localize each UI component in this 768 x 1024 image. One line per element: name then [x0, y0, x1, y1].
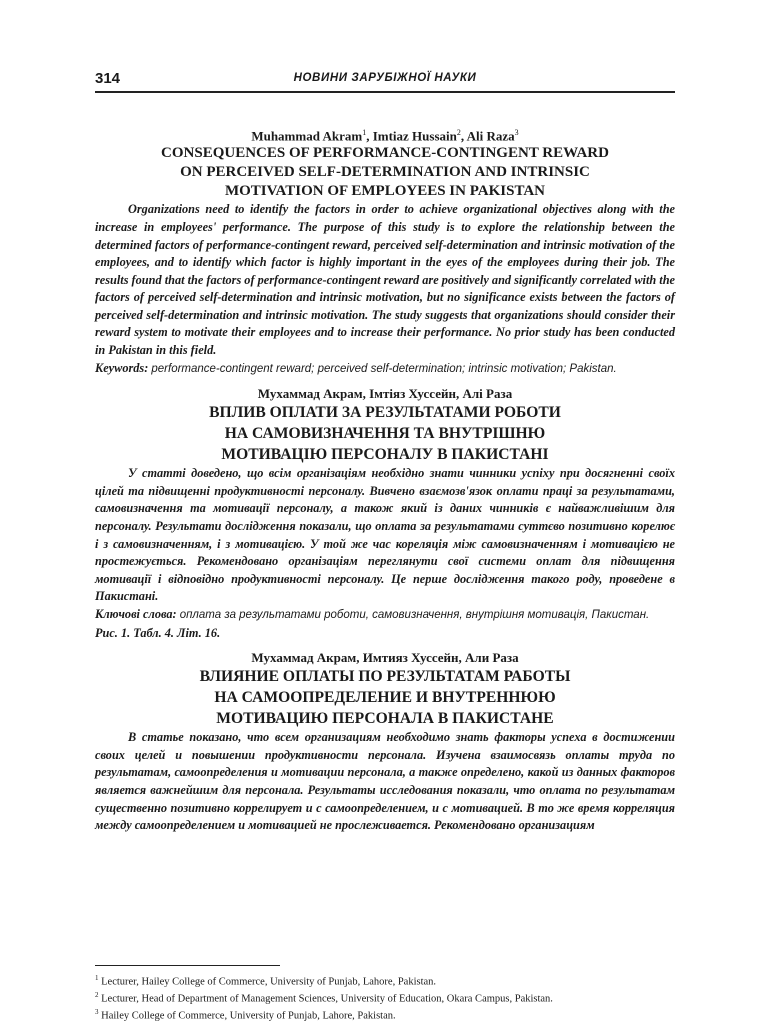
authors-russian: Мухаммад Акрам, Имтияз Хуссейн, Али Раза [251, 650, 519, 666]
footnote [95, 972, 675, 989]
title-english [95, 144, 675, 201]
footnote [95, 1006, 675, 1023]
title-line: ВПЛИВ ОПЛАТИ ЗА РЕЗУЛЬТАТАМИ РОБОТИ [209, 404, 561, 422]
title-russian [95, 666, 675, 729]
header-rule [95, 91, 675, 93]
footnote-mark: 2 [95, 991, 99, 999]
footnote [95, 989, 675, 1006]
footnotes [95, 972, 675, 1023]
title-line: CONSEQUENCES OF PERFORMANCE-CONTINGENT REWARD [161, 145, 609, 162]
author-name: Imtiaz Hussain [372, 128, 457, 144]
footnote-mark: 1 [95, 974, 99, 982]
author-name: Ali Raza [466, 128, 515, 144]
keywords-label: Keywords: [95, 360, 149, 375]
title-line: MOTIVATION OF EMPLOYEES IN PAKISTAN [224, 183, 546, 200]
authors-english: Muhammad Akram$^1$, Imtiaz Hussain$^2$, Ali Raza$^3$ [251, 128, 519, 144]
keywords-terms: performance-contingent reward; perceived self-determination; intrinsic motivation; Pakistan. [151, 362, 617, 375]
article-content [95, 124, 675, 835]
author-footnote-mark: 3 [514, 128, 519, 137]
title-line: МОТИВАЦІЮ ПЕРСОНАЛУ В ПАКИСТАНІ [221, 446, 549, 464]
journal-title: НОВИНИ ЗАРУБІЖНОЇ НАУКИ [293, 72, 477, 84]
keywords-label: Ключові слова: [95, 607, 177, 622]
footnote-text: Lecturer, Head of Department of Management Sciences, University of Education, Okara Campus, Pakistan. [101, 993, 553, 1005]
title-ukrainian [95, 402, 675, 465]
title-line: ON PERCEIVED SELF-DETERMINATION AND INTRINSIC [180, 164, 590, 181]
title-line: ВЛИЯНИЕ ОПЛАТЫ ПО РЕЗУЛЬТАТАМ РАБОТЫ [199, 668, 571, 686]
keywords-english [95, 360, 675, 379]
footnote-rule [95, 965, 280, 966]
title-line: МОТИВАЦИЮ ПЕРСОНАЛА В ПАКИСТАНЕ [216, 710, 554, 728]
figure-table-reference-count: Рис. 1. Табл. 4. Літ. 16. [95, 625, 221, 640]
author-footnote-mark: 1 [362, 128, 367, 137]
title-line: НА САМОВИЗНАЧЕННЯ ТА ВНУТРІШНЮ [224, 425, 546, 443]
author-footnote-mark: 2 [456, 128, 461, 137]
abstract-ukrainian: У статті доведено, що всім організаціям необхідно знати чинники успіху при досягненні своїх цілей та підвищенні продуктивності персоналу. Вивчено взаємозв'язок оплати праці за результатами, самовизначення та мотивації персоналу, а також який із даних чинників є найважливішим для персоналу. Результати дослідження показали, що оплата за результатами суттєво позитивно корелює і з самовизначенням, і з мотивацією. У той же час кореляція між самовизначенням і мотивацією не простежується. Рекомендовано організаціям переглянути свої системи оплат для підвищення мотивації і відповідно продуктивності персоналу. Це перше дослідження такого роду, проведене в Пакистані. [95, 466, 675, 604]
page-number: 314 [95, 70, 121, 87]
footnote-mark: 3 [95, 1008, 99, 1016]
abstract-russian: В статье показано, что всем организациям необходимо знать факторы успеха в достижении своих целей и повышении продуктивности персонала. Изучена взаимосвязь оплаты труда по результатам, самоопределения и мотивации персонала, а также определено, какой из данных факторов является важнейшим для персонала. Результаты исследования показали, что оплата по результатам существенно позитивно коррелирует и с самоопределением, и с мотивацией. В то же время корреляция между самоопределением и мотивацией не прослеживается. Рекомендовано организациям [95, 730, 675, 833]
footnote-text: Hailey College of Commerce, University of Punjab, Lahore, Pakistan. [101, 1010, 396, 1022]
keywords-terms: оплата за результатами роботи, самовизначення, внутрішня мотивація, Пакистан. [179, 609, 650, 622]
abstract-english: Organizations need to identify the factors in order to achieve organizational objectives along with the increase in employees' performance. The purpose of this study is to explore the relationship between the determined factors of performance-contingent reward, perceived self-determination and intrinsic motivation of the employees, and to identify which factor is highly important in the eyes of the employees during their job. The results found that the factors of performance-contingent reward are positively and significantly correlated with the factors of perceived self-determination and intrinsic motivation, but no significance exists between the factors of perceived self-determination and intrinsic motivation. The study suggests that organizations should consider their reward system to motivate their employees and to increase their performance. No prior study has been conducted in Pakistan in this field. [95, 202, 676, 358]
authors-ukrainian: Мухаммад Акрам, Імтіяз Хуссейн, Алі Раза [257, 386, 513, 402]
author-name: Muhammad Akram [251, 128, 363, 144]
footnote-text: Lecturer, Hailey College of Commerce, University of Punjab, Lahore, Pakistan. [101, 976, 437, 988]
keywords-ukrainian [95, 606, 675, 625]
title-line: НА САМООПРЕДЕЛЕНИЕ И ВНУТРЕННЮЮ [214, 689, 556, 707]
